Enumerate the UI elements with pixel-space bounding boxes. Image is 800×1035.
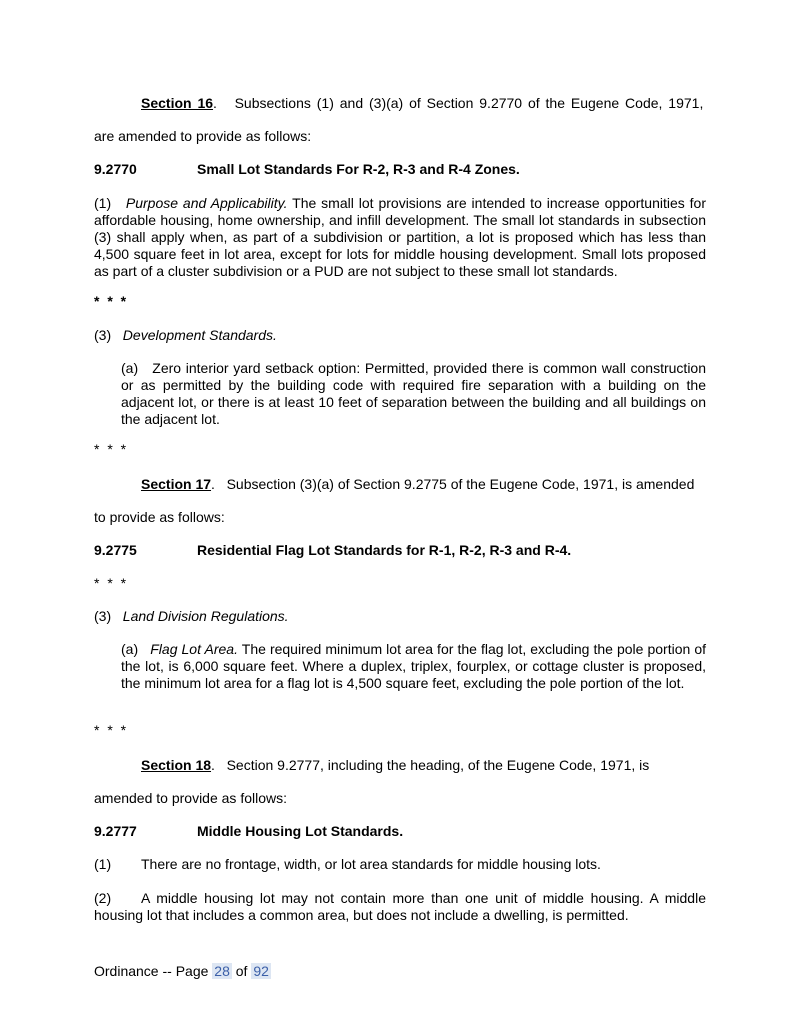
section-18-intro: Section 18. Section 9.2777, including the heading, of the Eugene Code, 1971, is [141,757,650,773]
section-16-heading: Section 16 [141,95,214,111]
page-footer [94,963,706,980]
section-18-heading: Section 18 [141,757,212,773]
paragraph-9-2775-3a: (a) Flag Lot Area. The required minimum lot area for the flag lot, excluding the pole portion of the lot, is 6,000 square feet. Where a duplex, triplex, fourplex, or cottage cluster is proposed, the minimum lot area for a flag lot is 4,500 square feet, excluding the pole portion of the lot. [121,641,707,691]
heading-title: Small Lot Standards For R-2, R-3 and R-4 Zones. [197,161,520,177]
omission-marker: * * * [94,293,129,309]
paragraph-9-2777-1: (1) There are no frontage, width, or lot area standards for middle housing lots. [94,856,601,872]
page-total-field[interactable]: 92 [253,963,269,979]
document-page [94,0,706,1035]
paragraph-9-2770-3a: (a) Zero interior yard setback option: Permitted, provided there is common wall construction or as permitted by the building code with required fire separation with a building on the adjacent lot, or there is at least 10 feet of separation between the building and all buildings on the adjacent lot. [121,360,707,427]
paragraph-9-2770-3: (3) Development Standards. [94,327,277,343]
section-17-heading: Section 17 [141,476,212,492]
paragraph-text: The small lot provisions are intended to increase opportunities for affordable housing, home ownership, and infill development. The small lot standards in subsection (3) shall apply when, as part of a subdivision or partition, a lot is proposed which has less than 4,500 square feet in lot area, except for lots for middle housing development. Small lots proposed as part of a cluster subdivision or a PUD are not subject to these small lot standards. [94,195,707,279]
paragraph-9-2775-3: (3) Land Division Regulations. [94,608,289,624]
section-16-text: Subsections (1) and (3)(a) of Section 9.2770 of the Eugene Code, 1971, [234,95,704,111]
heading-9-2770 [94,161,706,178]
footer-of: of [235,963,248,979]
section-18-intro-cont: amended to provide as follows: [94,790,287,806]
footer-prefix: Ordinance -- Page [94,963,209,979]
omission-marker: * * * [94,575,129,591]
section-17-intro: Section 17. Subsection (3)(a) of Section 9.2775 of the Eugene Code, 1971, is amended [141,476,695,492]
paragraph-9-2770-1: (1) Purpose and Applicability. The small lot provisions are intended to increase opportunities for affordable housing, home ownership, and infill development. The small lot standards in subsection (3) shall apply when, as part of a subdivision or partition, a lot is proposed which has less than 4,500 square feet in lot area, except for lots for middle housing development. Small lots proposed as part of a cluster subdivision or a PUD are not subject to these small lot standards. [94,195,707,279]
heading-9-2777: 9.2777 Middle Housing Lot Standards. [94,823,404,839]
page-number-field[interactable]: 28 [214,963,230,979]
paragraph-9-2777-2: (2) A middle housing lot may not contain more than one unit of middle housing. A middle housing lot that includes a common area, but does not include a dwelling, is permitted. [94,890,706,923]
paragraph-label: Purpose and Applicability. [125,195,288,211]
section-16-intro: Section 16. Subsections (1) and (3)(a) of Section 9.2770 of the Eugene Code, 1971, [141,95,704,111]
omission-marker: * * * [94,722,129,738]
section-16-intro-cont: are amended to provide as follows: [94,128,312,144]
omission-marker: * * * [94,441,129,457]
heading-number: 9.2770 [94,161,137,177]
section-17-intro-cont: to provide as follows: [94,509,225,525]
heading-9-2775: 9.2775 Residential Flag Lot Standards for R-1, R-2, R-3 and R-4. [94,542,572,558]
